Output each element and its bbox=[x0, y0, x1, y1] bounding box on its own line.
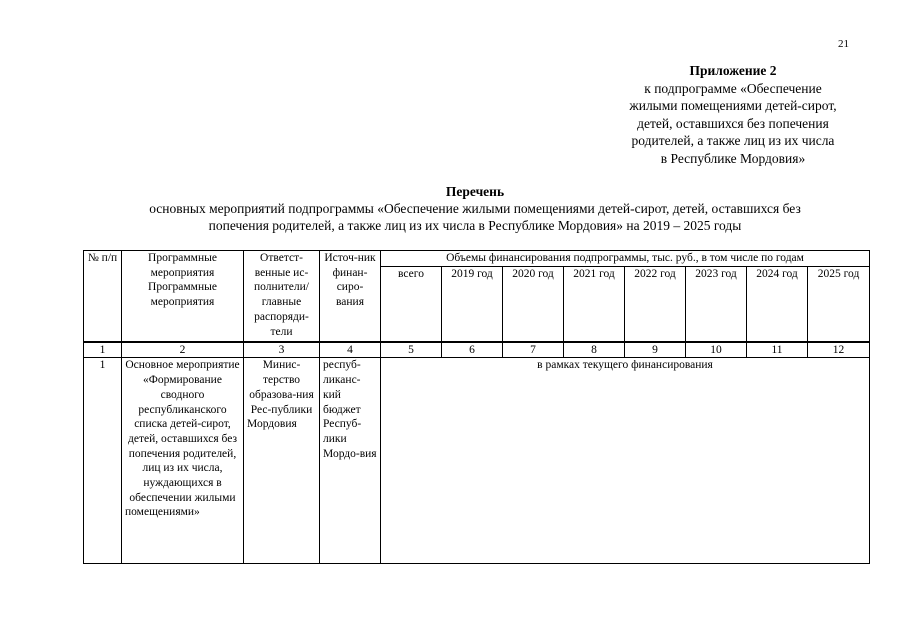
column-number: 5 bbox=[381, 342, 442, 358]
header-year: 2024 год bbox=[747, 266, 808, 342]
column-number: 3 bbox=[244, 342, 320, 358]
annex-line: в Республике Мордовия» bbox=[660, 150, 806, 166]
annex-line: детей, оставшихся без попечения bbox=[637, 115, 829, 131]
events-table bbox=[83, 250, 870, 564]
page-number: 21 bbox=[838, 38, 849, 50]
header-year: 2022 год bbox=[625, 266, 686, 342]
list-subtitle-line: попечения родителей, а также лиц из их числа в Республике Мордовия» на 2019 – 2025 годы bbox=[208, 218, 742, 233]
column-number: 1 bbox=[84, 342, 122, 358]
header-source: Источ-ник финан-сиро-вания bbox=[320, 251, 381, 342]
annex-title: Приложение 2 bbox=[689, 63, 777, 78]
annex-block bbox=[600, 62, 866, 167]
annex-line: родителей, а также лиц из их числа bbox=[631, 133, 835, 148]
header-year: 2020 год bbox=[503, 266, 564, 342]
table-row bbox=[84, 358, 870, 564]
column-number: 11 bbox=[747, 342, 808, 358]
column-number: 12 bbox=[808, 342, 870, 358]
header-event: Программные мероприятия Программные мероприятия bbox=[122, 251, 244, 342]
header-num: № п/п bbox=[84, 251, 122, 342]
row-event: Основное мероприятие «Формирование сводного республиканского списка детей-сирот, детей, оставшихся без попечения родителей, лиц из их числа, нуждающихся в обеспечении жилыми помещениями» bbox=[122, 358, 244, 564]
header-total: всего bbox=[381, 266, 442, 342]
list-heading: Перечень bbox=[445, 184, 505, 199]
header-responsible: Ответст-венные ис-полнители/ главные распоряди-тели bbox=[244, 251, 320, 342]
row-funding: в рамках текущего финансирования bbox=[381, 358, 870, 564]
header-funding: Объемы финансирования подпрограммы, тыс. руб., в том числе по годам bbox=[381, 251, 870, 267]
header-year: 2021 год bbox=[564, 266, 625, 342]
header-year: 2025 год bbox=[808, 266, 870, 342]
row-source: респуб-ликанс-кий бюджет Респуб-лики Мордо-вия bbox=[320, 358, 381, 564]
row-num: 1 bbox=[84, 358, 122, 564]
column-number: 7 bbox=[503, 342, 564, 358]
row-responsible: Минис-терство образова-ния Рес-публики Мордовия bbox=[244, 358, 320, 564]
list-subtitle-line: основных мероприятий подпрограммы «Обеспечение жилыми помещениями детей-сирот, детей, оставшихся без bbox=[149, 201, 801, 216]
column-number: 4 bbox=[320, 342, 381, 358]
column-number: 9 bbox=[625, 342, 686, 358]
list-title-block bbox=[80, 183, 870, 234]
header-year: 2023 год bbox=[686, 266, 747, 342]
column-number: 10 bbox=[686, 342, 747, 358]
annex-line: к подпрограмме «Обеспечение bbox=[644, 80, 822, 96]
column-number: 8 bbox=[564, 342, 625, 358]
column-number-row bbox=[84, 342, 870, 358]
header-year: 2019 год bbox=[442, 266, 503, 342]
column-number: 2 bbox=[122, 342, 244, 358]
header-row bbox=[84, 251, 870, 267]
annex-line: жилыми помещениями детей-сирот, bbox=[629, 98, 837, 113]
column-number: 6 bbox=[442, 342, 503, 358]
